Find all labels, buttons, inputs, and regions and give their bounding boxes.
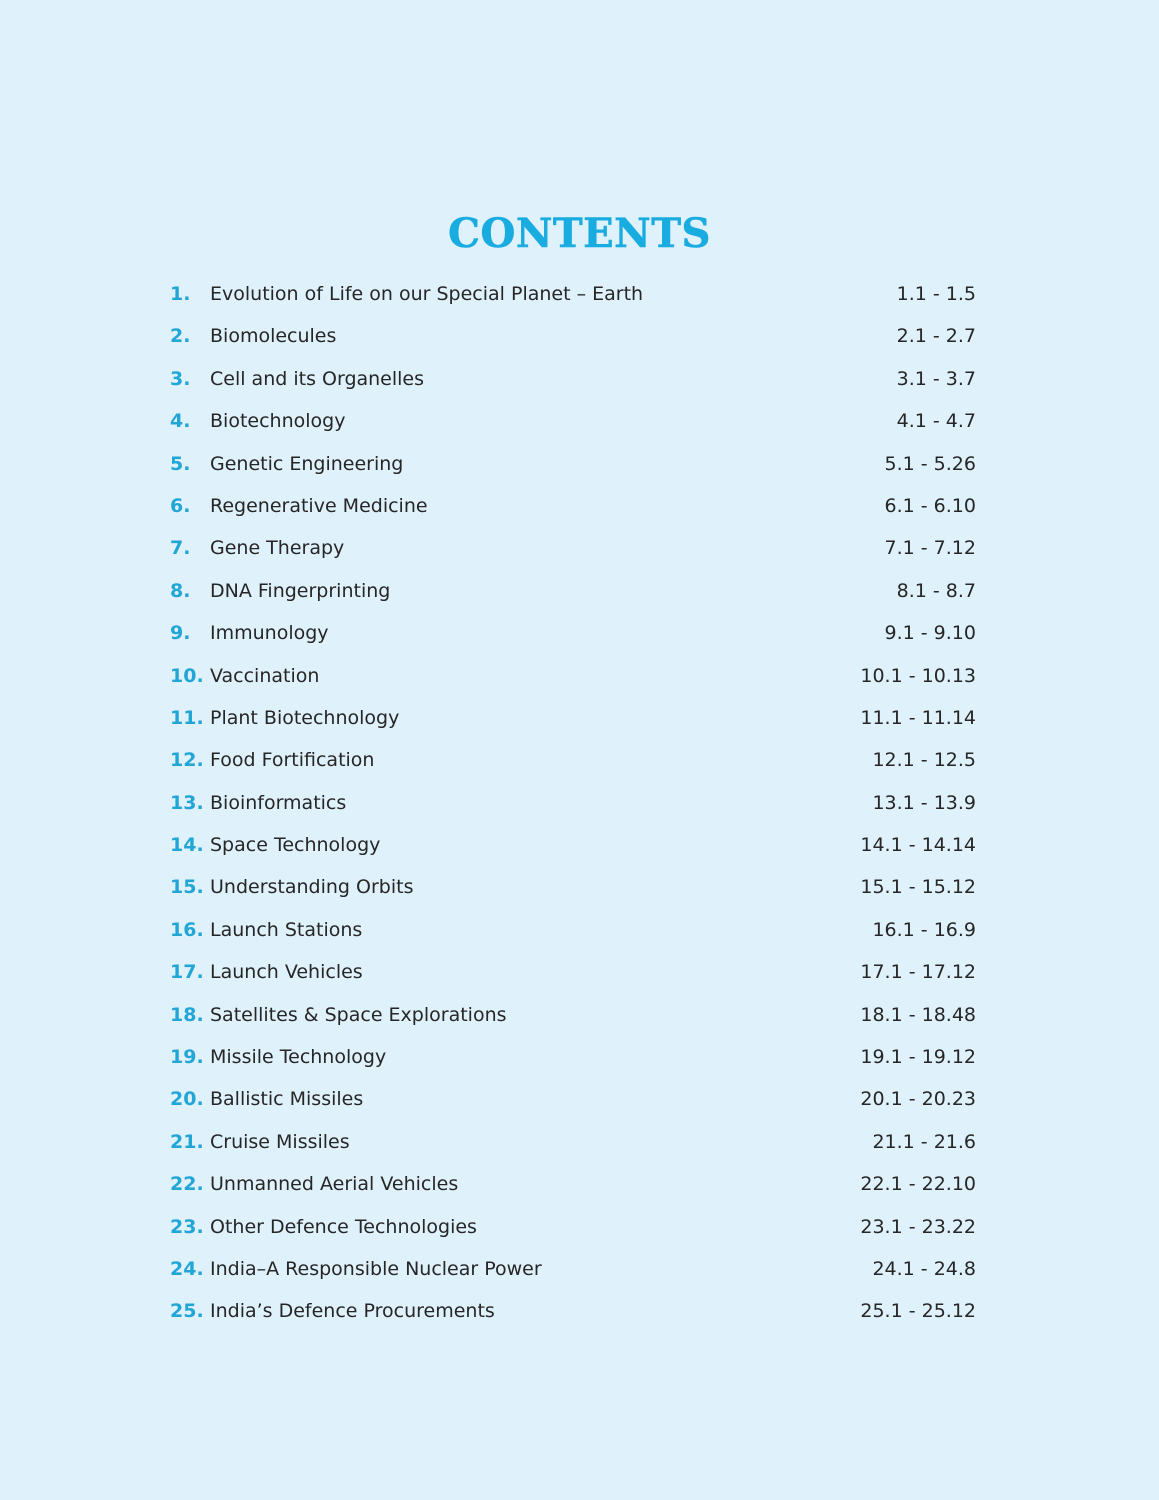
chapter-title: Gene Therapy bbox=[210, 537, 345, 560]
chapter-pages: 18.1 - 18.48 bbox=[860, 1003, 976, 1026]
toc-entry[interactable] bbox=[170, 824, 976, 866]
chapter-title: Cruise Missiles bbox=[210, 1130, 350, 1153]
chapter-number: 2. bbox=[170, 325, 191, 348]
toc-entry[interactable] bbox=[170, 612, 976, 654]
toc-entry[interactable] bbox=[170, 994, 976, 1036]
chapter-pages: 16.1 - 16.9 bbox=[872, 918, 976, 941]
toc-entry[interactable] bbox=[170, 909, 976, 951]
chapter-number: 16. bbox=[170, 918, 204, 941]
chapter-number: 13. bbox=[170, 791, 204, 814]
chapter-number: 25. bbox=[170, 1300, 204, 1323]
toc-entry[interactable] bbox=[170, 570, 976, 612]
chapter-number: 18. bbox=[170, 1003, 204, 1026]
chapter-pages: 3.1 - 3.7 bbox=[896, 367, 976, 390]
chapter-title: Ballistic Missiles bbox=[210, 1088, 364, 1111]
chapter-number: 9. bbox=[170, 622, 191, 645]
toc-entry[interactable] bbox=[170, 782, 976, 824]
toc-entry[interactable] bbox=[170, 1206, 976, 1248]
toc-entry[interactable] bbox=[170, 655, 976, 697]
chapter-title: Biomolecules bbox=[210, 325, 337, 348]
toc-entry[interactable] bbox=[170, 1290, 976, 1332]
chapter-title: Biotechnology bbox=[210, 410, 346, 433]
toc-entry[interactable] bbox=[170, 443, 976, 485]
chapter-title: Other Defence Technologies bbox=[210, 1215, 477, 1238]
chapter-title: Evolution of Life on our Special Planet – Earth bbox=[210, 283, 644, 305]
chapter-pages: 25.1 - 25.12 bbox=[860, 1300, 976, 1323]
chapter-title: India–A Responsible Nuclear Power bbox=[210, 1257, 542, 1280]
page-title: CONTENTS bbox=[448, 210, 711, 257]
chapter-title: Immunology bbox=[210, 622, 329, 645]
chapter-title: Plant Biotechnology bbox=[210, 706, 400, 729]
chapter-pages: 20.1 - 20.23 bbox=[860, 1088, 976, 1111]
toc-entry[interactable] bbox=[170, 315, 976, 357]
chapter-pages: 5.1 - 5.26 bbox=[884, 452, 976, 475]
chapter-number: 20. bbox=[170, 1088, 204, 1111]
chapter-title: Food Fortification bbox=[210, 749, 375, 772]
chapter-pages: 2.1 - 2.7 bbox=[896, 325, 976, 348]
chapter-pages: 9.1 - 9.10 bbox=[884, 622, 976, 645]
toc-entry[interactable] bbox=[170, 1036, 976, 1078]
chapter-pages: 21.1 - 21.6 bbox=[872, 1130, 976, 1153]
chapter-number: 3. bbox=[170, 367, 191, 390]
chapter-title: Understanding Orbits bbox=[210, 876, 414, 899]
toc-entry[interactable] bbox=[170, 697, 976, 739]
chapter-pages: 19.1 - 19.12 bbox=[860, 1046, 976, 1069]
chapter-pages: 8.1 - 8.7 bbox=[896, 579, 976, 602]
toc-entry[interactable] bbox=[170, 866, 976, 908]
chapter-pages: 13.1 - 13.9 bbox=[872, 791, 976, 814]
chapter-pages: 11.1 - 11.14 bbox=[860, 706, 976, 729]
chapter-title: Vaccination bbox=[210, 664, 320, 687]
toc-entry[interactable] bbox=[170, 739, 976, 781]
toc-entry[interactable] bbox=[170, 527, 976, 569]
chapter-pages: 15.1 - 15.12 bbox=[860, 876, 976, 899]
chapter-pages: 1.1 - 1.5 bbox=[896, 283, 976, 305]
table-of-contents bbox=[170, 273, 976, 1333]
chapter-number: 1. bbox=[170, 283, 191, 305]
chapter-number: 21. bbox=[170, 1130, 204, 1153]
chapter-number: 17. bbox=[170, 961, 204, 984]
chapter-number: 6. bbox=[170, 494, 191, 517]
chapter-title: Genetic Engineering bbox=[210, 452, 404, 475]
chapter-title: Space Technology bbox=[210, 834, 381, 857]
toc-entry[interactable] bbox=[170, 1121, 976, 1163]
chapter-title: DNA Fingerprinting bbox=[210, 579, 391, 602]
chapter-title: Bioinformatics bbox=[210, 791, 347, 814]
chapter-pages: 7.1 - 7.12 bbox=[884, 537, 976, 560]
chapter-number: 10. bbox=[170, 664, 204, 687]
toc-entry[interactable] bbox=[170, 951, 976, 993]
chapter-pages: 4.1 - 4.7 bbox=[896, 410, 976, 433]
toc-entry[interactable] bbox=[170, 273, 976, 315]
chapter-title: Unmanned Aerial Vehicles bbox=[210, 1173, 459, 1196]
chapter-number: 15. bbox=[170, 876, 204, 899]
chapter-number: 22. bbox=[170, 1173, 204, 1196]
chapter-pages: 12.1 - 12.5 bbox=[872, 749, 976, 772]
toc-entry[interactable] bbox=[170, 1163, 976, 1205]
chapter-number: 19. bbox=[170, 1046, 204, 1069]
chapter-title: Regenerative Medicine bbox=[210, 494, 428, 517]
chapter-pages: 24.1 - 24.8 bbox=[872, 1257, 976, 1280]
chapter-title: Launch Vehicles bbox=[210, 961, 363, 984]
chapter-pages: 23.1 - 23.22 bbox=[860, 1215, 976, 1238]
toc-entry[interactable] bbox=[170, 485, 976, 527]
chapter-number: 5. bbox=[170, 452, 191, 475]
chapter-pages: 17.1 - 17.12 bbox=[860, 961, 976, 984]
chapter-title: India’s Defence Procurements bbox=[210, 1300, 495, 1323]
chapter-pages: 6.1 - 6.10 bbox=[884, 494, 976, 517]
chapter-number: 12. bbox=[170, 749, 204, 772]
chapter-number: 7. bbox=[170, 537, 191, 560]
chapter-title: Satellites & Space Explorations bbox=[210, 1003, 507, 1026]
chapter-number: 11. bbox=[170, 706, 204, 729]
chapter-title: Launch Stations bbox=[210, 918, 363, 941]
chapter-number: 24. bbox=[170, 1257, 204, 1280]
chapter-title: Cell and its Organelles bbox=[210, 367, 425, 390]
chapter-pages: 22.1 - 22.10 bbox=[860, 1173, 976, 1196]
chapter-pages: 10.1 - 10.13 bbox=[860, 664, 976, 687]
toc-entry[interactable] bbox=[170, 1078, 976, 1120]
chapter-number: 4. bbox=[170, 410, 191, 433]
toc-entry[interactable] bbox=[170, 358, 976, 400]
chapter-number: 8. bbox=[170, 579, 191, 602]
chapter-number: 23. bbox=[170, 1215, 204, 1238]
chapter-pages: 14.1 - 14.14 bbox=[860, 834, 976, 857]
chapter-title: Missile Technology bbox=[210, 1046, 387, 1069]
chapter-number: 14. bbox=[170, 834, 204, 857]
toc-entry[interactable] bbox=[170, 400, 976, 442]
toc-entry[interactable] bbox=[170, 1248, 976, 1290]
